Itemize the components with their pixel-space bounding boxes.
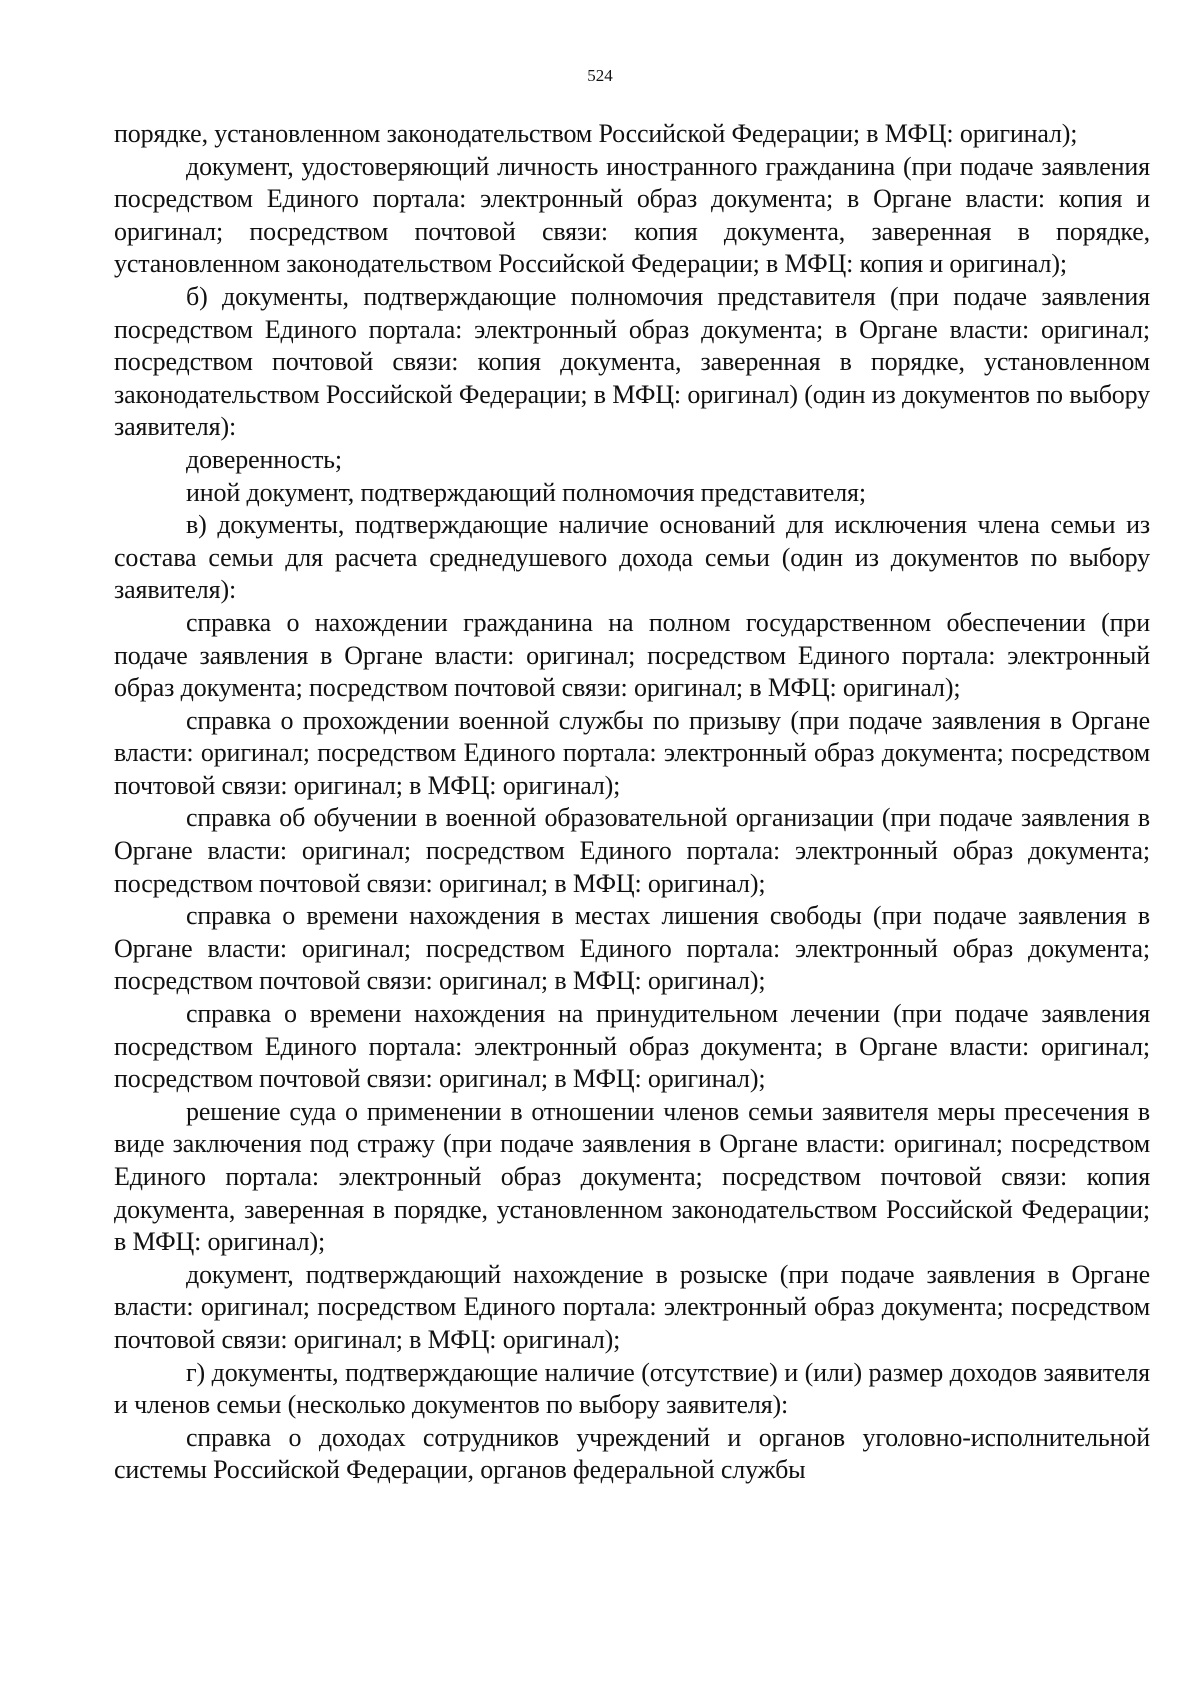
paragraph-income-certificate: справка о доходах сотрудников учреждений и органов уголовно-исполнительной системы Российской Федерации, органов федеральной службы xyxy=(114,1422,1150,1485)
paragraph-power-of-attorney: доверенность; xyxy=(186,444,342,474)
paragraph-item-v: в) документы, подтверждающие наличие оснований для исключения члена семьи из состава семьи для расчета среднедушевого дохода семьи (один из документов по выбору заявителя): xyxy=(114,510,1150,605)
paragraph-state-support: справка о нахождении гражданина на полном государственном обеспечении (при подаче заявления в Органе власти: оригинал; посредством Единого портала: электронный образ документа; посредством почтовой связи: оригинал; в МФЦ: оригинал); xyxy=(114,607,1150,703)
page-number: 524 xyxy=(587,66,613,85)
paragraph-continuation: порядке, установленном законодательством Российской Федерации; в МФЦ: оригинал); xyxy=(114,119,1078,148)
paragraph-compulsory-treatment: справка о времени нахождения на принудительном лечении (при подаче заявления посредством Единого портала: электронный образ документа; в Органе власти: оригинал; посредством почтовой связи: оригинал; в МФЦ: оригинал); xyxy=(114,999,1150,1094)
paragraph-military-service: справка о прохождении военной службы по призыву (при подаче заявления в Органе власти: оригинал; посредством Единого портала: электронный образ документа; посредством почтовой связи: оригинал; в МФЦ: оригинал); xyxy=(114,705,1150,800)
document-body xyxy=(114,118,1150,1487)
paragraph-imprisonment: справка о времени нахождения в местах лишения свободы (при подаче заявления в Органе власти: оригинал; посредством Единого портала: электронный образ документа; посредством почтовой связи: оригинал; в МФЦ: оригинал); xyxy=(114,901,1150,996)
paragraph-other-document: иной документ, подтверждающий полномочия представителя; xyxy=(186,477,866,507)
paragraph-foreign-id: документ, удостоверяющий личность иностранного гражданина (при подаче заявления посредством Единого портала: электронный образ документа; в Органе власти: копия и оригинал; посредством почтовой связи: копия документа, заверенная в порядке, установленном законодательством Российской Федерации; в МФЦ: копия и оригинал); xyxy=(114,151,1150,279)
paragraph-military-education: справка об обучении в военной образовательной организации (при подаче заявления в Органе власти: оригинал; посредством Единого портала: электронный образ документа; посредством почтовой связи: оригинал; в МФЦ: оригинал); xyxy=(114,803,1150,898)
paragraph-item-b: б) документы, подтверждающие полномочия представителя (при подаче заявления посредством Единого портала: электронный образ документа; в Органе власти: оригинал; посредством почтовой связи: копия документа, заверенная в порядке, установленном законодательством Российской Федерации; в МФЦ: оригинал) (один из документов по выбору заявителя): xyxy=(114,281,1150,442)
paragraph-court-decision: решение суда о применении в отношении членов семьи заявителя меры пресечения в виде заключения под стражу (при подаче заявления в Органе власти: оригинал; посредством Единого портала: электронный образ документа; посредством почтовой связи: копия документа, заверенная в порядке, установленном законодательством Российской Федерации; в МФЦ: оригинал); xyxy=(114,1096,1150,1257)
paragraph-item-g: г) документы, подтверждающие наличие (отсутствие) и (или) размер доходов заявителя и членов семьи (несколько документов по выбору заявителя): xyxy=(114,1357,1150,1420)
paragraph-wanted: документ, подтверждающий нахождение в розыске (при подаче заявления в Органе власти: оригинал; посредством Единого портала: электронный образ документа; посредством почтовой связи: оригинал; в МФЦ: оригинал); xyxy=(114,1259,1150,1354)
